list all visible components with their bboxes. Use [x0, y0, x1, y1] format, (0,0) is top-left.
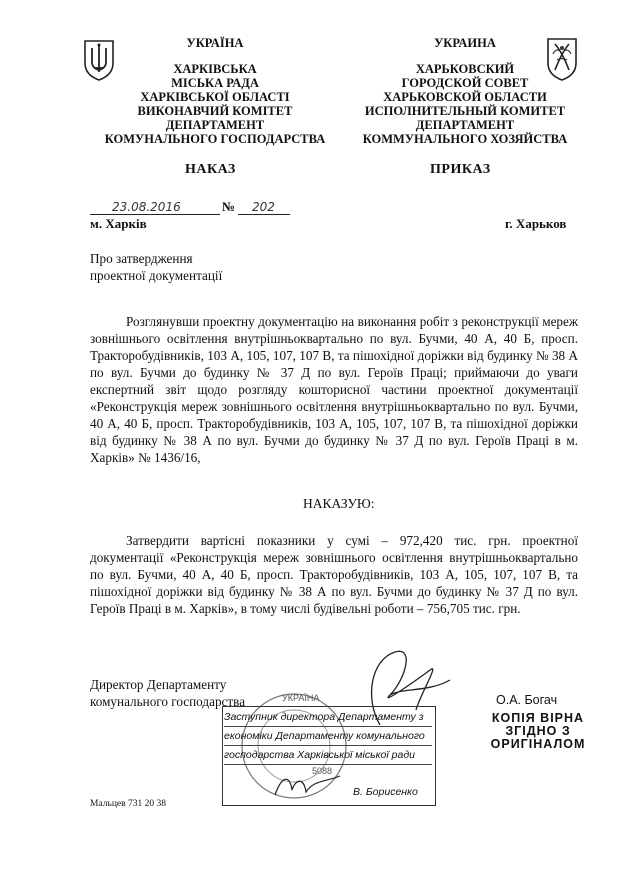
header-line: КОММУНАЛЬНОГО ХОЗЯЙСТВА — [362, 132, 568, 146]
right-header — [345, 36, 585, 146]
stamp-line: Заступник директора Департаменту з — [224, 708, 432, 727]
header-line: ХАРКІВСЬКА — [173, 62, 257, 76]
city-ru: г. Харьков — [505, 216, 567, 231]
signatory-title-line: комунального господарства — [90, 694, 246, 709]
header-line: ДЕПАРТАМЕНТ — [415, 118, 515, 132]
header-line: ХАРЬКОВСКОЙ ОБЛАСТИ — [383, 90, 547, 104]
order-body-paragraph — [90, 532, 578, 617]
stamp-line: економіки Департаменту комунального — [224, 727, 432, 746]
copy-certified-mark — [486, 712, 590, 751]
header-line: МІСЬКА РАДА — [171, 76, 259, 90]
subject-line: проектної документації — [90, 268, 223, 283]
header-line: КОМУНАЛЬНОГО ГОСПОДАРСТВА — [104, 132, 326, 146]
header-line: ИСПОЛНИТЕЛЬНЫЙ КОМИТЕТ — [364, 104, 566, 118]
preamble-paragraph — [90, 313, 578, 466]
header-line: ГОРОДСКОЙ СОВЕТ — [401, 76, 529, 90]
copy-mark-line: ОРИГІНАЛОМ — [490, 737, 586, 751]
footer-contact: Мальцев 731 20 38 — [90, 799, 166, 809]
header-line: УКРАИНА — [434, 36, 496, 50]
stamp-signature — [270, 770, 350, 800]
order-word-ru: ПРИКАЗ — [430, 162, 491, 177]
date-underline — [90, 214, 220, 215]
order-date: 23.08.2016 — [112, 200, 181, 214]
signatory-name: О.А. Богач — [496, 693, 558, 707]
header-line: УКРАЇНА — [186, 36, 244, 50]
header-line: ВИКОНАВЧИЙ КОМІТЕТ — [137, 104, 293, 118]
header-line: ХАРКІВСЬКОЇ ОБЛАСТІ — [140, 90, 290, 104]
signatory-title — [90, 676, 245, 710]
order-heading: НАКАЗУЮ: — [303, 496, 375, 511]
stamp-text-block — [224, 708, 432, 765]
order-number: 202 — [252, 200, 275, 214]
copy-mark-line: ЗГІДНО З — [505, 724, 571, 738]
stamp-name: В. Борисенко — [353, 786, 418, 798]
subject-line: Про затвердження — [90, 251, 193, 266]
stamp-line: господарства Харківської міської ради — [224, 746, 432, 765]
preamble-text: Розглянувши проектну документацію на виконання робіт з реконструкції мереж зовнішнього освітлення внутрішньоквартально по вул. Бучми, 40 А, 40 Б, просп. Тракторобудівників, 103 А, 105, 107, 107 В, та пішохідної доріжки від будинку № 38 А по вул. Бучми до будинку № 37 Д по вул. Героїв Праці; приймаючи до уваги експертний звіт щодо розгляду кошторисної частини проектної документації «Реконструкція мереж зовнішнього освітлення внутрішньоквартально по вул. Бучми, 40 А, 40 Б, просп. Тракторобудівників, 103 А, 105, 107, 107 В, та пішохідної доріжки від будинку № 38 А по вул. Бучми до будинку № 37 Д по вул. Героїв Праці в м. Харків» № 1436/16, — [90, 314, 578, 465]
header-line: ХАРЬКОВСКИЙ — [415, 62, 515, 76]
header-line: ДЕПАРТАМЕНТ — [165, 118, 265, 132]
signatory-title-line: Директор Департаменту — [90, 677, 227, 692]
order-number-label: № — [222, 199, 236, 214]
order-subject — [90, 250, 222, 284]
seal-number: 5088 — [312, 766, 333, 776]
order-body-text: Затвердити вартісні показники у сумі – 972,420 тис. грн. проектної документації «Реконструкція мереж зовнішнього освітлення внутрішньоквартально по вул. Бучми, 40 А, 40 Б, просп. Тракторобудівників, 103 А, 105, 107, 107 В, та пішохідної доріжки від будинку № 38 А по вул. Бучми до будинку № 37 Д по вул. Героїв Праці в м. Харків», в тому числі будівельні роботи – 756,705 тис. грн. — [90, 533, 578, 616]
copy-mark-line: КОПІЯ ВІРНА — [491, 711, 585, 725]
number-underline — [238, 214, 290, 215]
left-header — [95, 36, 335, 146]
seal-text: УКРАЇНА — [282, 693, 320, 703]
order-word-ua: НАКАЗ — [185, 162, 236, 177]
city-ua: м. Харків — [90, 216, 147, 231]
